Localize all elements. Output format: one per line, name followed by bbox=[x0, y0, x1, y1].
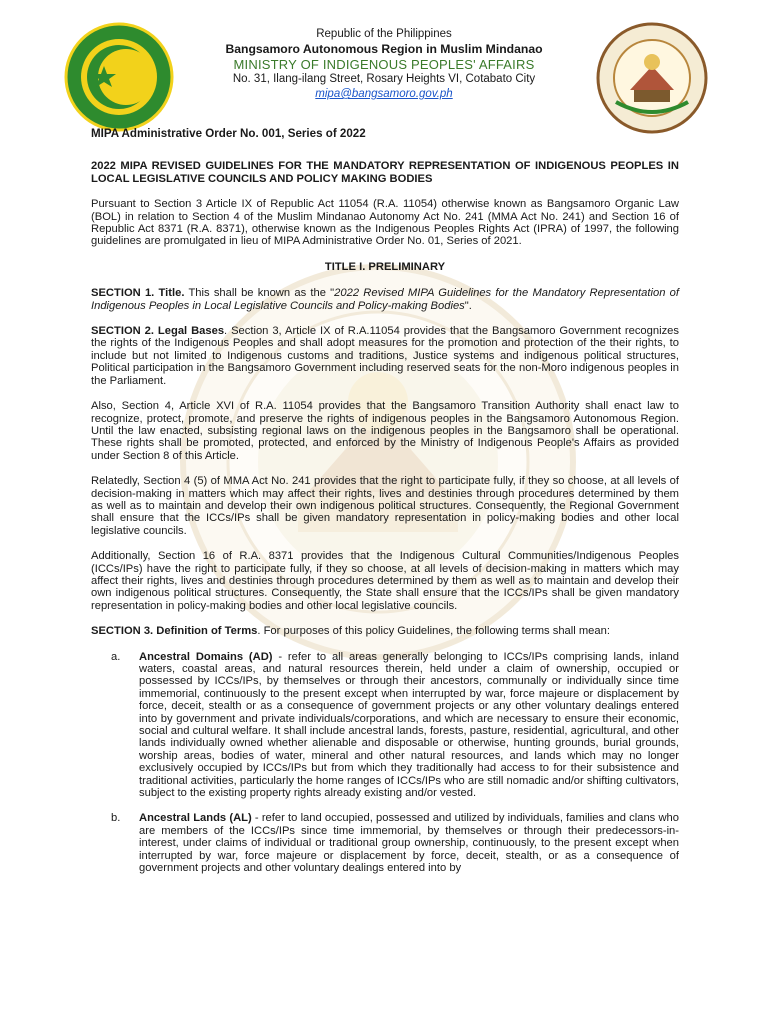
section-1 bbox=[91, 287, 679, 312]
section-2-p3: Relatedly, Section 4 (5) of MMA Act No. 241 provides that the right to participate fully, if they so choose, at all levels of decision-making in matters which may affect their rights, lives and destinies through procedures determined by them as well as to maintain and develop their own indigenous political structures. Consequently, the Regional Government shall ensure that the ICCs/IPs shall be given mandatory representation in policy-making bodies and other local legislative councils. bbox=[91, 475, 679, 537]
section-1-pre: This shall be known as the " bbox=[184, 287, 335, 300]
document-body bbox=[91, 128, 679, 888]
mipa-seal-logo bbox=[596, 22, 708, 134]
section-2-p1 bbox=[91, 325, 679, 387]
title-heading: TITLE I. PRELIMINARY bbox=[324, 260, 446, 273]
term-text: - refer to land occupied, possessed and utilized by individuals, families and clans who are members of the ICCs/IPs since time immemorial, by themselves or through their predecessors-in-interest, under claims of individual or traditional group ownership, continuously, to the present except when interrupted by war, force majeure or displacement by force, deceit, stealth, or as a consequence of government projects and other voluntary dealings entered into by bbox=[139, 812, 679, 875]
term-letter: b. bbox=[111, 812, 121, 825]
section-3 bbox=[91, 625, 679, 637]
letterhead bbox=[170, 27, 598, 102]
order-number: MIPA Administrative Order No. 001, Series of 2022 bbox=[91, 127, 366, 140]
section-3-heading: SECTION 3. Definition of Terms bbox=[91, 625, 258, 638]
section-3-text: . For purposes of this policy Guidelines, the following terms shall mean: bbox=[257, 625, 610, 638]
preamble: Pursuant to Section 3 Article IX of Republic Act 11054 (R.A. 11054) otherwise known as Bangsamoro Organic Law (BOL) in relation to Section 4 of the Muslim Mindanao Autonomy Act No. 241 (MMA Act No. 241) and Section 16 of Republic Act 8371 (R.A. 8371), otherwise known as the Indigenous Peoples Rights Act (IPRA) of 1997, the following guidelines are promulgated in lieu of MIPA Administrative Order No. 01, Series of 2021. bbox=[91, 198, 679, 248]
section-1-heading: SECTION 1. Title. bbox=[91, 287, 185, 300]
email-link[interactable]: mipa@bangsamoro.gov.ph bbox=[315, 88, 453, 100]
term-ancestral-lands bbox=[91, 812, 679, 874]
region-line: Bangsamoro Autonomous Region in Muslim Mindanao bbox=[225, 42, 543, 56]
address-line: No. 31, Ilang-ilang Street, Rosary Heights VI, Cotabato City bbox=[232, 73, 536, 85]
bangsamoro-seal-logo bbox=[64, 22, 174, 132]
ministry-line: MINISTRY OF INDIGENOUS PEOPLES' AFFAIRS bbox=[233, 57, 535, 72]
section-2-heading: SECTION 2. Legal Bases bbox=[91, 325, 225, 338]
section-1-post: ". bbox=[464, 299, 472, 312]
term-letter: a. bbox=[111, 650, 121, 663]
term-body bbox=[139, 651, 679, 800]
document-title: 2022 MIPA REVISED GUIDELINES FOR THE MANDATORY REPRESENTATION OF INDIGENOUS PEOPLES IN LOCAL LEGISLATIVE COUNCILS AND POLICY MAKING BODIES bbox=[91, 160, 679, 185]
section-1-title: 2022 Revised MIPA Guidelines for the Mandatory Representation of Indigenous Peoples in Local Legislative Councils and Policy-making Bodies bbox=[91, 287, 679, 312]
term-ancestral-domains bbox=[91, 651, 679, 800]
section-2-p4: Additionally, Section 16 of R.A. 8371 provides that the Indigenous Cultural Communities/Indigenous Peoples (ICCs/IPs) have the right to participate fully, if they so choose, at all levels of decision-making in matters which may affect their rights, lives and destinies through procedures determined by them as well as to maintain and develop their own indigenous political structures. Consequently, the State shall ensure that the ICCs/IPs shall be given mandatory representation in policy-making bodies and other local legislative councils. bbox=[91, 550, 679, 612]
republic-line: Republic of the Philippines bbox=[316, 28, 452, 40]
term-name: Ancestral Lands (AL) bbox=[139, 812, 252, 825]
section-2-text: . Section 3, Article IX of R.A.11054 provides that the Bangsamoro Government recognizes the rights of the Indigenous Peoples and shall adopt measures for the promotion and protection of the their rights, to include but not limited to Indigenous customs and traditions, Justice systems and indigenous political structures, Political participation in the Bangsamoro Government including reserved seats for the non-Moro indigenous peoples in the Parliament. bbox=[91, 325, 679, 387]
term-name: Ancestral Domains (AD) bbox=[139, 650, 273, 663]
section-2-p2: Also, Section 4, Article XVI of R.A. 11054 provides that the Bangsamoro Transition Authority shall enact law to recognize, protect, promote, and preserve the rights of indigenous peoples in the Bangsamoro Autonomous Region. Until the law enacted, subsisting regional laws on the indigenous peoples in the Bangsamoro shall be operational. These rights shall be promoted, protected, and enforced by the Ministry of Indigenous People's Affairs as provided under Section 8 of this Article. bbox=[91, 400, 679, 462]
term-text: - refer to all areas generally belonging to ICCs/IPs comprising lands, inland waters, coastal areas, and natural resources therein, held under a claim of ownership, occupied or possessed by ICCs/IPs, by themselves or through their ancestors, communally or individually since time immemorial, continuously to the present except when interrupted by war, force majeure or displacement by force, deceit, stealth or as a consequence of government projects or any other voluntary dealings entered into by government and private individuals/corporations, and which are necessary to ensure their economic, social and cultural welfare. It shall include ancestral lands, forests, pasture, residential, agricultural, and other lands individually owned whether alienable and disposable or otherwise, hunting grounds, burial grounds, worship areas, bodies of water, mineral and other natural resources, and lands which may no longer exclusively occupied by ICCs/IPs but from which they traditionally had access to for their subsistence and traditional activities, particularly the home ranges of ICCs/IPs who are still nomadic and/or shifting cultivators, subject to the existing property rights already existing and/or vested. bbox=[139, 650, 680, 800]
term-body bbox=[139, 812, 679, 874]
